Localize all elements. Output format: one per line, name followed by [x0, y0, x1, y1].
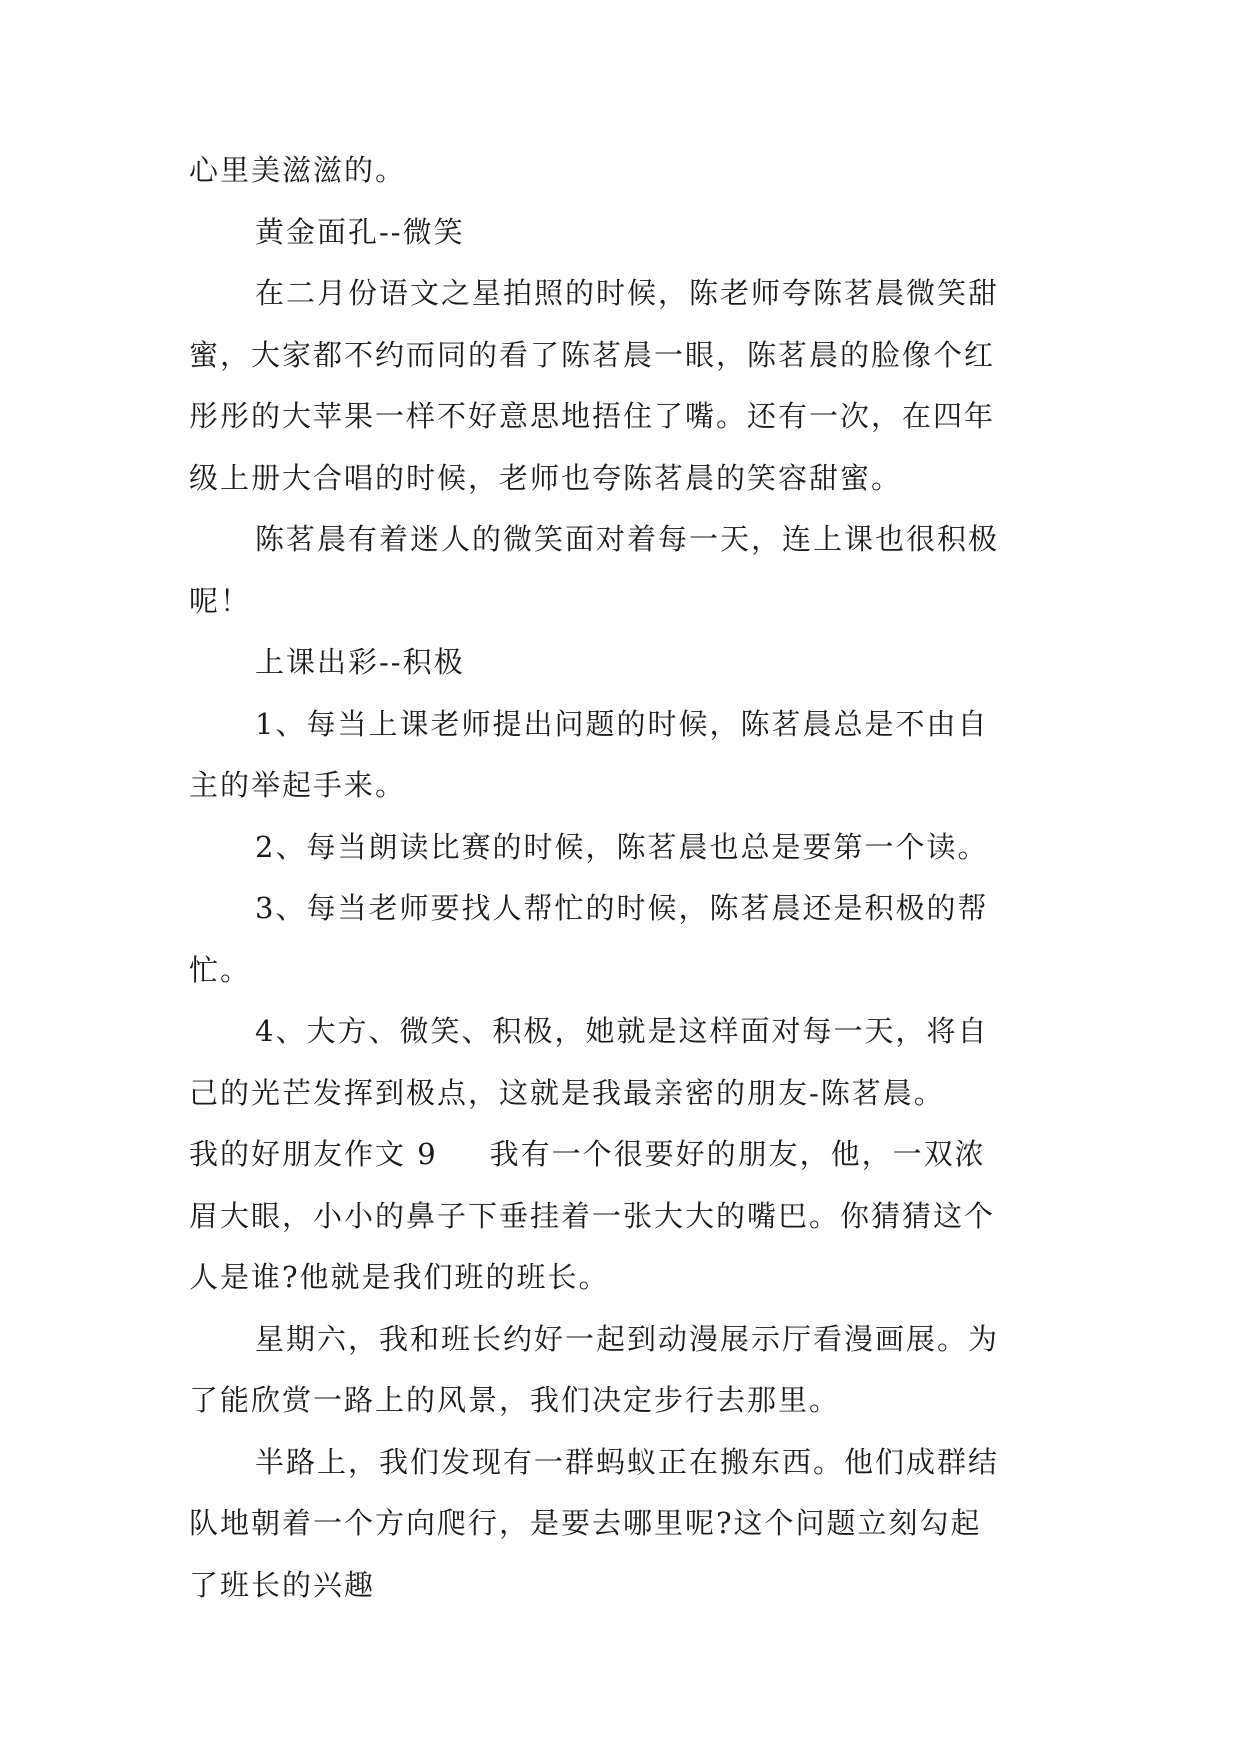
text-line: 己的光芒发挥到极点，这就是我最亲密的朋友-陈茗晨。 [189, 1075, 945, 1110]
text-line: 队地朝着一个方向爬行，是要去哪里呢?这个问题立刻勾起 [189, 1506, 982, 1540]
text-line: 忙。 [189, 952, 252, 987]
text-line: 了班长的兴趣 [189, 1567, 376, 1602]
text-line: 眉大眼，小小的鼻子下垂挂着一张大大的嘴巴。你猜猜这个 [189, 1198, 996, 1233]
essay-heading: 我的好朋友作文 9 [189, 1137, 438, 1171]
text-line: 呢！ [189, 583, 252, 618]
text-line: 3、每当老师要找人帮忙的时候，陈茗晨还是积极的帮 [255, 891, 989, 925]
text-line: 主的举起手来。 [189, 768, 407, 802]
text-line: 在二月份语文之星拍照的时候，陈老师夸陈茗晨微笑甜 [255, 276, 1000, 310]
text-line: 2、每当朗读比赛的时候，陈茗晨也总是要第一个读。 [255, 829, 989, 864]
text-line: 级上册大合唱的时候，老师也夸陈茗晨的笑容甜蜜。 [189, 460, 903, 495]
text-line [189, 1124, 1059, 1186]
text-line: 星期六，我和班长约好一起到动漫展示厅看漫画展。为 [255, 1321, 1000, 1356]
text-line: 彤彤的大苹果一样不好意思地捂住了嘴。还有一次，在四年 [189, 399, 996, 433]
section-heading: 上课出彩--积极 [255, 645, 465, 679]
section-heading: 黄金面孔--微笑 [255, 214, 465, 249]
text-line: 蜜，大家都不约而同的看了陈茗晨一眼，陈茗晨的脸像个红 [189, 337, 996, 372]
text-line: 人是谁?他就是我们班的班长。 [189, 1260, 610, 1294]
document-page [189, 140, 1059, 1616]
essay-first-line: 我有一个很要好的朋友，他，一双浓 [489, 1137, 986, 1171]
text-line: 1、每当上课老师提出问题的时候，陈茗晨总是不由自 [255, 706, 989, 741]
text-line: 4、大方、微笑、积极，她就是这样面对每一天，将自 [255, 1014, 989, 1048]
text-line: 心里美滋滋的。 [189, 153, 407, 187]
text-line: 陈茗晨有着迷人的微笑面对着每一天，连上课也很积极 [255, 522, 1000, 556]
text-line: 半路上，我们发现有一群蚂蚁正在搬东西。他们成群结 [255, 1444, 1000, 1479]
text-line: 了能欣赏一路上的风景，我们决定步行去那里。 [189, 1383, 841, 1417]
